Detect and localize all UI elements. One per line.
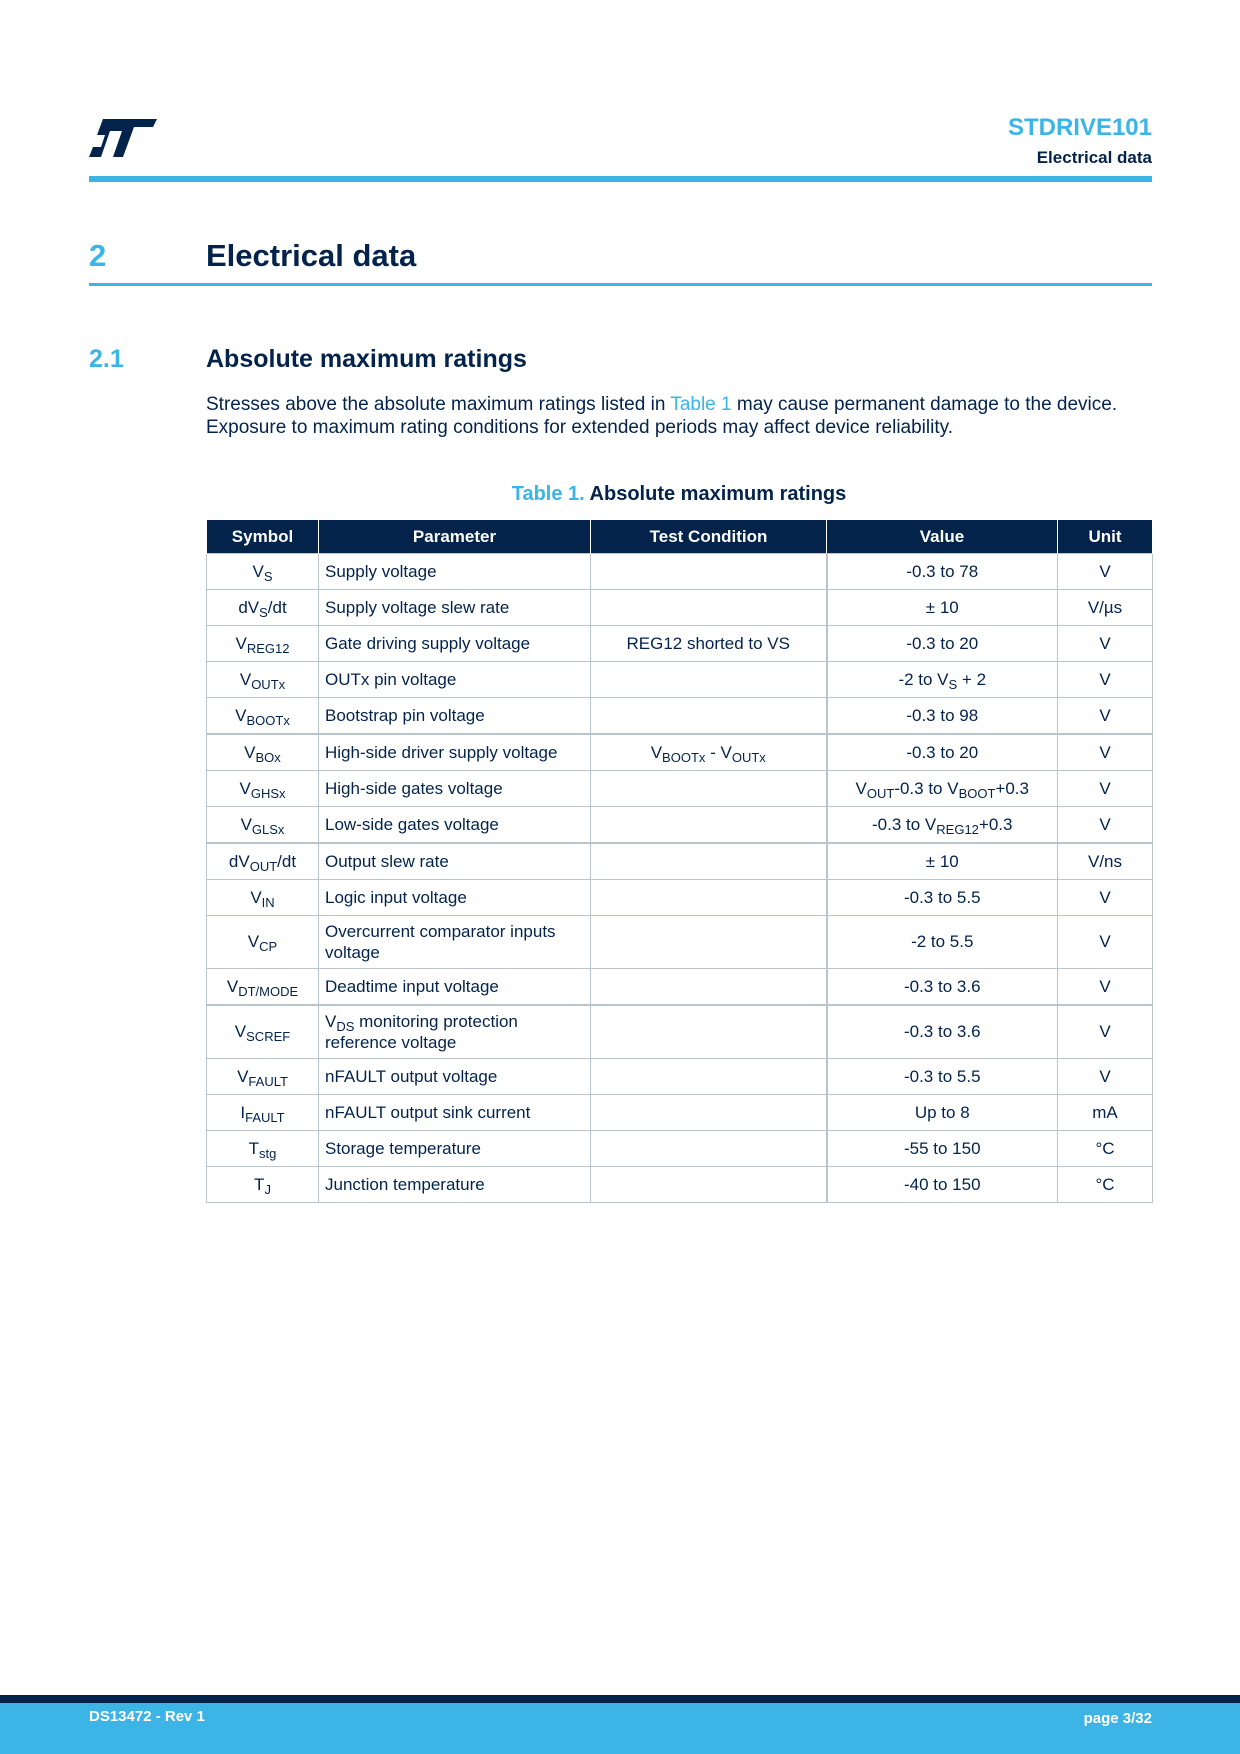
subsection-title: Absolute maximum ratings <box>206 345 527 373</box>
header-value: Value <box>827 520 1058 554</box>
symbol-cell: $V_S$ <box>207 554 319 590</box>
document-id: DS13472 - Rev 1 <box>89 1708 205 1725</box>
unit-cell: V <box>1058 771 1153 807</box>
table-row <box>207 1005 1153 1059</box>
symbol-cell: $V_{BOx}$ <box>207 734 319 771</box>
value-cell: -55 to 150 <box>827 1131 1058 1167</box>
condition-cell <box>591 880 827 916</box>
condition-cell <box>591 969 827 1006</box>
parameter-cell: Supply voltage <box>319 554 591 590</box>
symbol-cell: $V_{REG12}$ <box>207 626 319 662</box>
symbol-cell: $V_{OUTx}$ <box>207 662 319 698</box>
value-cell: -0.3 to 78 <box>827 554 1058 590</box>
value-cell: -0.3 to $V_{REG12}+0.3$ <box>827 807 1058 844</box>
table-header-row <box>207 520 1153 554</box>
parameter-cell: Junction temperature <box>319 1167 591 1203</box>
symbol-cell: $V_{IN}$ <box>207 880 319 916</box>
header-test-condition: Test Condition <box>591 520 827 554</box>
unit-cell: mA <box>1058 1095 1153 1131</box>
unit-cell: °C <box>1058 1131 1153 1167</box>
table-row <box>207 916 1153 969</box>
page-header <box>1008 114 1152 168</box>
symbol-cell: $T_{stg}$ <box>207 1131 319 1167</box>
parameter-cell: Logic input voltage <box>319 880 591 916</box>
value-cell: -0.3 to 98 <box>827 698 1058 735</box>
unit-cell: V <box>1058 734 1153 771</box>
table-row <box>207 1131 1153 1167</box>
st-logo <box>89 119 157 157</box>
table-row <box>207 554 1153 590</box>
unit-cell: V <box>1058 698 1153 735</box>
value-cell: -2 to 5.5 <box>827 916 1058 969</box>
parameter-cell: OUTx pin voltage <box>319 662 591 698</box>
header-parameter: Parameter <box>319 520 591 554</box>
table-caption-number: Table 1. <box>511 483 585 505</box>
parameter-cell: Supply voltage slew rate <box>319 590 591 626</box>
condition-cell <box>591 1095 827 1131</box>
unit-cell: V <box>1058 880 1153 916</box>
condition-cell <box>591 807 827 844</box>
unit-cell: °C <box>1058 1167 1153 1203</box>
condition-cell <box>591 1005 827 1059</box>
intro-paragraph <box>206 393 1152 439</box>
parameter-cell: $V_{DS}$ monitoring protection reference voltage <box>319 1005 591 1059</box>
condition-cell <box>591 916 827 969</box>
value-cell: -0.3 to 3.6 <box>827 1005 1058 1059</box>
condition-cell <box>591 698 827 735</box>
symbol-cell: $V_{SCREF}$ <box>207 1005 319 1059</box>
value-cell: -0.3 to 20 <box>827 734 1058 771</box>
symbol-cell: $V_{CP}$ <box>207 916 319 969</box>
unit-cell: V <box>1058 626 1153 662</box>
parameter-cell: Output slew rate <box>319 843 591 880</box>
symbol-cell: $V_{FAULT}$ <box>207 1059 319 1095</box>
condition-cell <box>591 1167 827 1203</box>
condition-cell: $V_{BOOTx} - V_{OUTx}$ <box>591 734 827 771</box>
symbol-cell: $dV_{OUT}/dt$ <box>207 843 319 880</box>
section-title: Electrical data <box>206 238 417 273</box>
table-row <box>207 626 1153 662</box>
unit-cell: V <box>1058 1059 1153 1095</box>
absolute-maximum-ratings-table <box>206 520 1153 1203</box>
page-number: page 3/32 <box>1083 1710 1152 1727</box>
condition-cell <box>591 1131 827 1167</box>
condition-cell <box>591 662 827 698</box>
unit-cell: V <box>1058 554 1153 590</box>
symbol-cell: $dV_S/dt$ <box>207 590 319 626</box>
parameter-cell: nFAULT output sink current <box>319 1095 591 1131</box>
table-row <box>207 662 1153 698</box>
value-cell: -0.3 to 3.6 <box>827 969 1058 1006</box>
parameter-cell: Gate driving supply voltage <box>319 626 591 662</box>
unit-cell: V <box>1058 969 1153 1006</box>
table-row <box>207 880 1153 916</box>
parameter-cell: Storage temperature <box>319 1131 591 1167</box>
value-cell: -0.3 to 20 <box>827 626 1058 662</box>
value-cell: -0.3 to 5.5 <box>827 880 1058 916</box>
table-row <box>207 1095 1153 1131</box>
condition-cell: REG12 shorted to VS <box>591 626 827 662</box>
footer-rule <box>0 1695 1240 1703</box>
unit-cell: V <box>1058 807 1153 844</box>
table-caption-title: Absolute maximum ratings <box>589 483 847 505</box>
parameter-cell: Deadtime input voltage <box>319 969 591 1006</box>
table-row <box>207 969 1153 1006</box>
table-row <box>207 698 1153 735</box>
value-cell: ± 10 <box>827 590 1058 626</box>
subsection-number: 2.1 <box>89 345 124 373</box>
header-symbol: Symbol <box>207 520 319 554</box>
value-cell: $V_{OUT}-0.3$ to $V_{BOOT}+0.3$ <box>827 771 1058 807</box>
parameter-cell: Overcurrent comparator inputs voltage <box>319 916 591 969</box>
symbol-cell: $V_{BOOTx}$ <box>207 698 319 735</box>
condition-cell <box>591 1059 827 1095</box>
symbol-cell: $I_{FAULT}$ <box>207 1095 319 1131</box>
symbol-cell: $V_{GHSx}$ <box>207 771 319 807</box>
value-cell: Up to 8 <box>827 1095 1058 1131</box>
value-cell: -40 to 150 <box>827 1167 1058 1203</box>
condition-cell <box>591 590 827 626</box>
table-caption <box>206 483 1152 506</box>
value-cell: ± 10 <box>827 843 1058 880</box>
condition-cell <box>591 843 827 880</box>
parameter-cell: High-side driver supply voltage <box>319 734 591 771</box>
unit-cell: V <box>1058 1005 1153 1059</box>
section-rule <box>89 283 1152 286</box>
table-row <box>207 843 1153 880</box>
intro-text-end: may cause permanent damage to the device. Exposure to maximum rating conditions for extended periods may affect device reliability. <box>206 394 1118 438</box>
value-cell: -2 to $V_S + 2$ <box>827 662 1058 698</box>
symbol-cell: $V_{GLSx}$ <box>207 807 319 844</box>
table-row <box>207 807 1153 844</box>
table-row <box>207 734 1153 771</box>
symbol-cell: $V_{DT/MODE}$ <box>207 969 319 1006</box>
header-unit: Unit <box>1058 520 1153 554</box>
table-row <box>207 1059 1153 1095</box>
table-row <box>207 590 1153 626</box>
unit-cell: V/ns <box>1058 843 1153 880</box>
unit-cell: V/µs <box>1058 590 1153 626</box>
parameter-cell: Bootstrap pin voltage <box>319 698 591 735</box>
table-row <box>207 1167 1153 1203</box>
header-section-name: Electrical data <box>1036 148 1152 167</box>
header-rule <box>89 176 1152 182</box>
table-row <box>207 771 1153 807</box>
parameter-cell: High-side gates voltage <box>319 771 591 807</box>
product-name: STDRIVE101 <box>1007 114 1152 141</box>
table-1-link[interactable]: Table 1 <box>670 394 732 415</box>
intro-text-start: Stresses above the absolute maximum ratings listed in <box>206 394 671 415</box>
unit-cell: V <box>1058 916 1153 969</box>
value-cell: -0.3 to 5.5 <box>827 1059 1058 1095</box>
condition-cell <box>591 771 827 807</box>
section-number: 2 <box>89 238 107 273</box>
condition-cell <box>591 554 827 590</box>
parameter-cell: Low-side gates voltage <box>319 807 591 844</box>
symbol-cell: $T_J$ <box>207 1167 319 1203</box>
parameter-cell: nFAULT output voltage <box>319 1059 591 1095</box>
unit-cell: V <box>1058 662 1153 698</box>
